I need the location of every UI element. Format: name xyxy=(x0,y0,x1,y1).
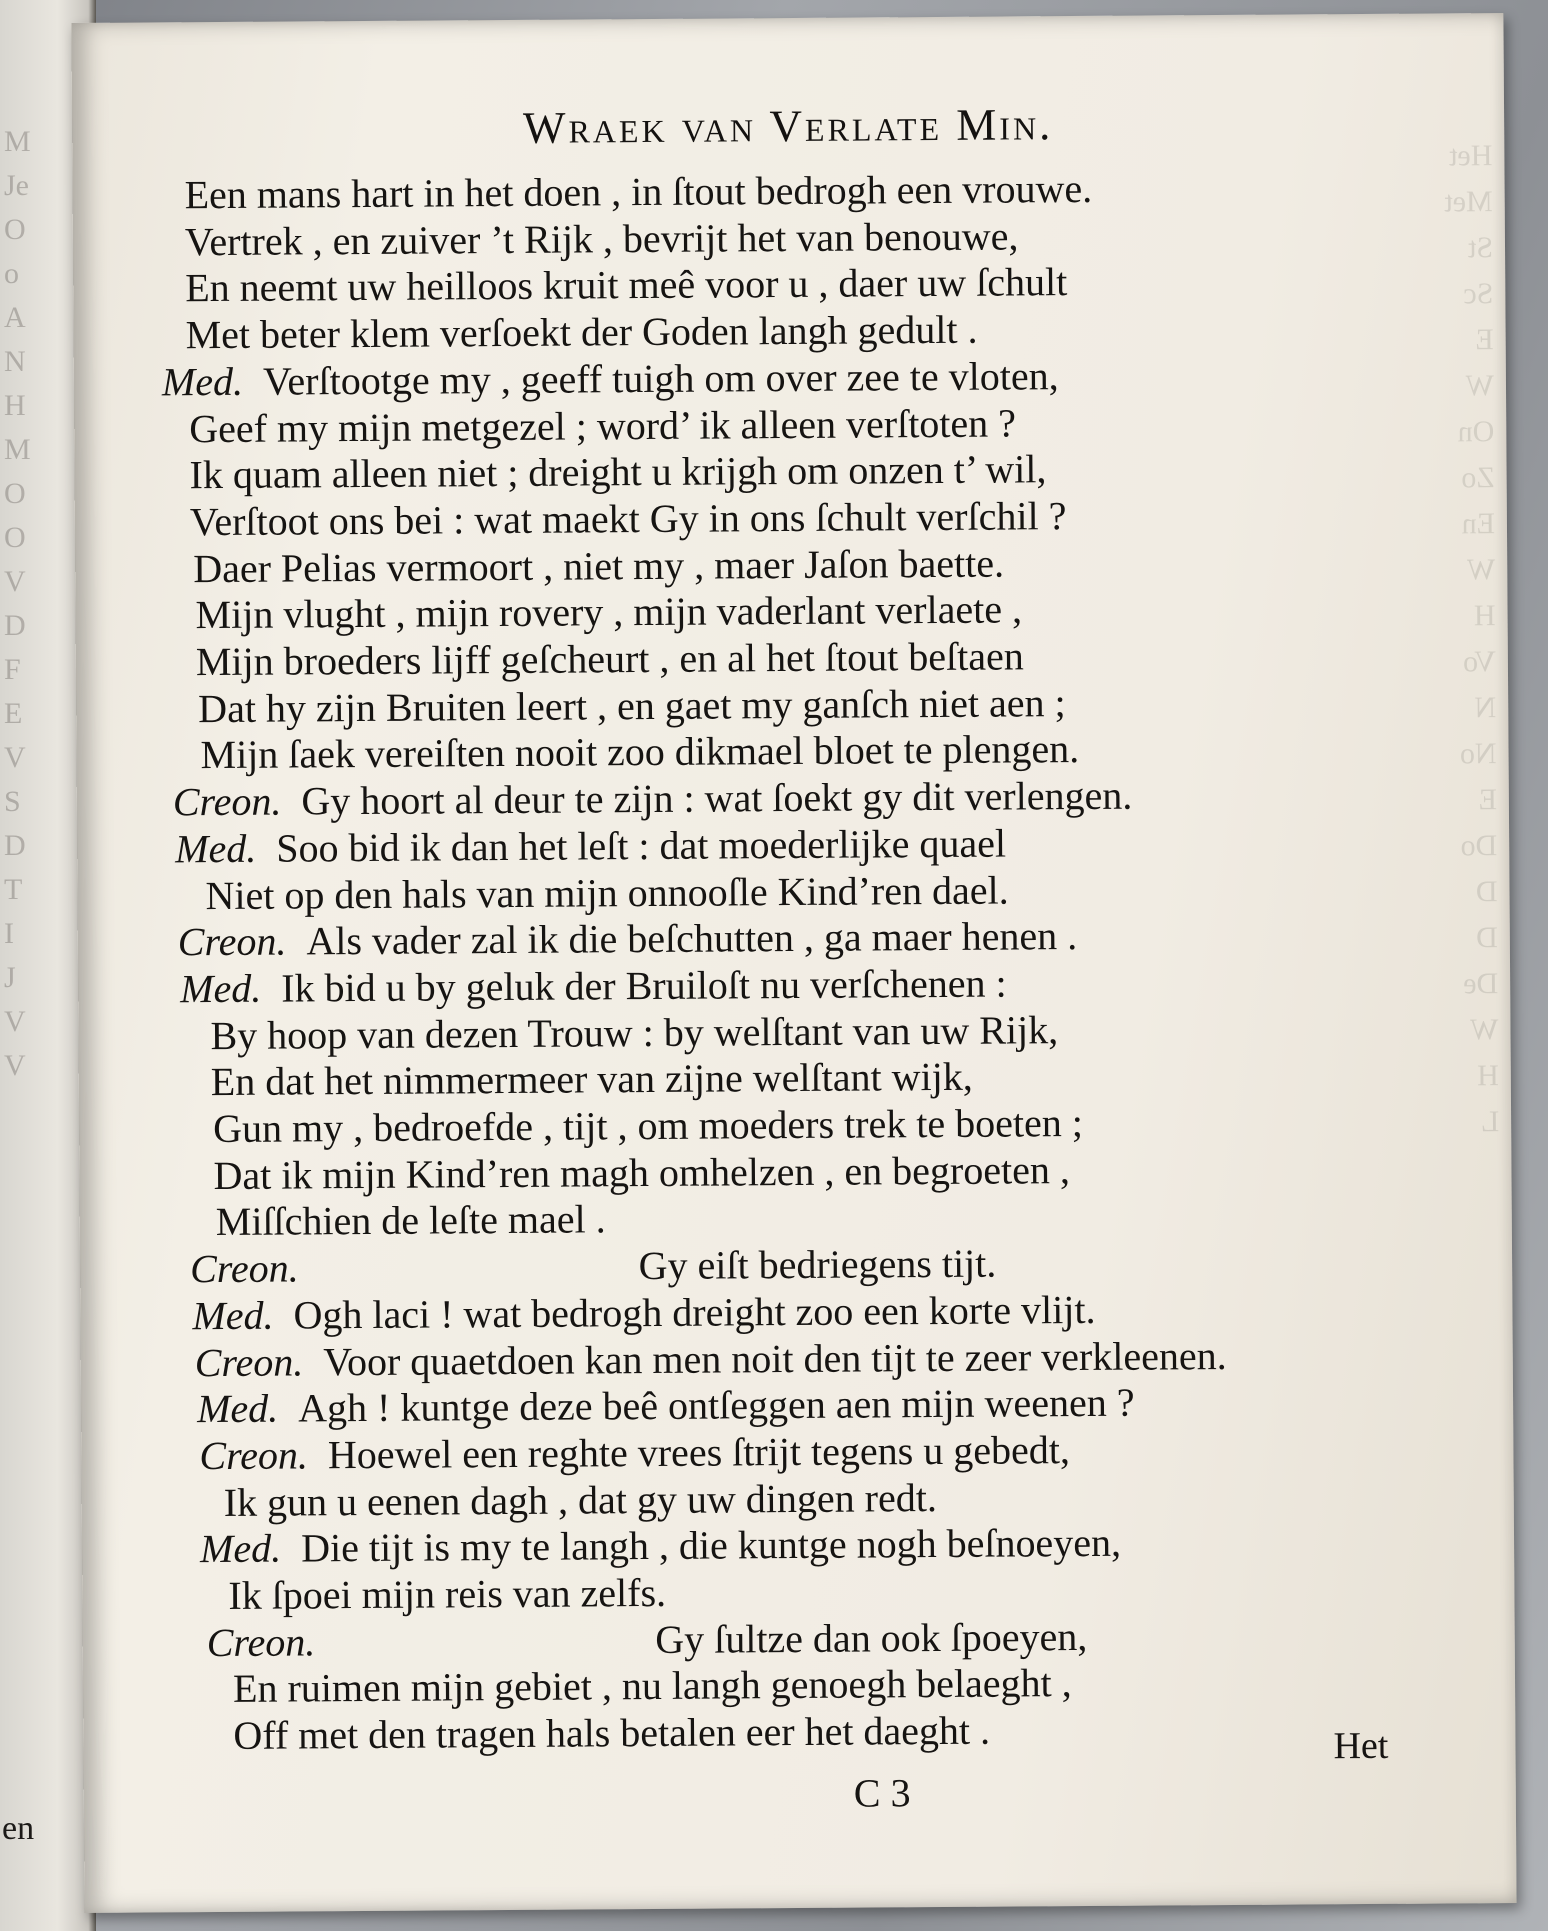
bleed-line: H xyxy=(1473,599,1496,633)
verse-line xyxy=(185,307,977,359)
left-bleed-line: V xyxy=(4,565,26,598)
bleed-line: D xyxy=(1475,875,1498,909)
verse-line xyxy=(189,400,1016,452)
verse-text: Mijn broeders lijff geſcheurt , en al het ſtout beſtaen xyxy=(195,633,1024,685)
speaker-label: Creon. xyxy=(194,1338,304,1385)
verse-line-with-speaker xyxy=(175,820,1006,872)
left-bleed-line: O xyxy=(4,213,26,246)
verse-line xyxy=(216,1197,606,1246)
verse-text: En ruimen mijn gebiet , nu langh genoegh belaeght , xyxy=(232,1660,1072,1712)
left-bleed-line: Je xyxy=(4,169,29,202)
left-bleed-line: D xyxy=(4,829,26,862)
bleed-line: E xyxy=(1478,783,1497,817)
verse-line xyxy=(224,1475,937,1526)
verse-text: Ik bid u by geluk der Bruiloſt nu verſchenen : xyxy=(281,960,1007,1011)
verse-text: Dat hy zijn Bruiten leert , en gaet my ganſch niet aen ; xyxy=(198,679,1066,731)
verse-line xyxy=(211,1054,973,1105)
left-bleed-line: T xyxy=(4,873,23,906)
verse-text: Agh ! kuntge deze beê ontſeggen aen mijn weenen ? xyxy=(298,1379,1135,1431)
verse-line-with-speaker xyxy=(180,960,1007,1012)
verse-text: En dat het nimmermeer van zijne welſtant wijk, xyxy=(210,1054,973,1105)
verse-line xyxy=(185,259,1067,311)
bleed-line: Vo xyxy=(1462,645,1497,679)
verse-text: Met beter klem verſoekt der Goden langh gedult . xyxy=(185,306,978,358)
left-page-bleed xyxy=(4,120,64,1088)
verse-text: Hoewel een reghte vrees ſtrijt tegens u gebedt, xyxy=(327,1426,1071,1478)
bleed-line: W xyxy=(1470,1013,1499,1047)
speaker-label: Med. xyxy=(161,358,244,405)
verse-line xyxy=(205,867,1008,919)
bleed-line: D xyxy=(1476,921,1498,955)
speaker-label: Med. xyxy=(199,1525,282,1572)
verse-line-with-speaker xyxy=(173,773,1133,826)
verse-text: Een mans hart in het doen , in ſtout bedrogh een vrouwe. xyxy=(184,165,1093,218)
verse-text: Voor quaetdoen kan men noit den tijt te zeer verkleenen. xyxy=(323,1332,1227,1384)
bleed-line: No xyxy=(1459,737,1497,771)
speaker-label: Creon. xyxy=(199,1432,309,1479)
bleed-line: En xyxy=(1461,507,1496,541)
left-bleed-line: V xyxy=(4,1005,26,1038)
verse-line xyxy=(233,1660,1072,1712)
verse-text: Gun my , bedroefde , tijt , om moeders trek te boeten ; xyxy=(212,1099,1084,1152)
bleed-line: H xyxy=(1477,1059,1499,1093)
verse-line xyxy=(190,493,1067,545)
signature-mark: C 3 xyxy=(853,1770,911,1816)
bleed-line: Het xyxy=(1448,139,1493,173)
verse-text: Ik quam alleen niet ; dreight u krijgh om onzen t’ wil, xyxy=(189,446,1047,498)
left-bleed-line: M xyxy=(4,125,31,158)
verse-text: Gy eiſt bedriegens tijt. xyxy=(638,1240,997,1289)
left-bleed-line: O xyxy=(4,521,26,554)
verse-text: Niet op den hals van mijn onnooſle Kind’ren dael. xyxy=(205,867,1009,918)
verse-text: Gy ſultze dan ook ſpoeyen, xyxy=(655,1613,1088,1662)
verse-line xyxy=(198,680,1066,732)
verse-line-with-speaker xyxy=(195,1332,1227,1385)
verse-line xyxy=(189,446,1046,498)
verse-line-with-speaker xyxy=(207,1614,1088,1666)
left-bleed-line: F xyxy=(4,653,21,686)
left-bleed-line: N xyxy=(4,345,26,378)
verse-text: Dat ik mijn Kind’ren magh omhelzen , en begroeten , xyxy=(213,1146,1071,1198)
verse-line-with-speaker xyxy=(178,913,1078,965)
verse-text: Daer Pelias vermoort , niet my , maer Jaſon baette. xyxy=(193,540,1005,591)
speaker-label: Med. xyxy=(192,1292,274,1339)
bleed-line: De xyxy=(1463,967,1499,1001)
bleed-line: Sc xyxy=(1463,277,1494,311)
verse-text: Vertrek , en zuiver ’t Rijk , bevrijt het van benouwe, xyxy=(184,213,1019,264)
left-bleed-line: O xyxy=(4,477,26,510)
bleed-line: St xyxy=(1467,231,1494,265)
verse-text: Ik ſpoei mijn reis van zelfs. xyxy=(228,1569,667,1618)
verse-line-with-speaker xyxy=(190,1241,997,1293)
left-bleed-line: D xyxy=(4,609,26,642)
bleed-line: Met xyxy=(1444,185,1493,219)
bleed-line: Zo xyxy=(1461,461,1495,495)
left-bleed-line: H xyxy=(4,389,26,422)
bleed-line: Do xyxy=(1460,829,1498,863)
bleed-line: N xyxy=(1474,691,1497,725)
bleed-line: W xyxy=(1465,369,1495,403)
bleed-line: W xyxy=(1466,553,1496,587)
verse-text: Ik gun u eenen dagh , dat gy uw dingen redt. xyxy=(223,1474,938,1525)
verse-text: Miſſchien de leſte mael . xyxy=(215,1196,606,1245)
verse-line xyxy=(196,633,1024,685)
verse-line xyxy=(213,1100,1083,1152)
speaker-label: Creon. xyxy=(189,1245,299,1292)
speaker-label: Med. xyxy=(180,965,262,1012)
verse-line-with-speaker xyxy=(199,1427,1070,1479)
left-bleed-line: o xyxy=(4,257,19,290)
speaker-label: Creon. xyxy=(172,778,282,825)
bleed-line: E xyxy=(1475,323,1494,357)
verse-text: Verſtootge my , geeff tuigh om over zee te vloten, xyxy=(262,352,1059,404)
verse-text: Gy hoort al deur te zijn : wat ſoekt gy dit verlengen. xyxy=(301,772,1133,824)
verse-line xyxy=(213,1147,1070,1199)
verse-text: En neemt uw heilloos kruit meê voor u , daer uw ſchult xyxy=(185,259,1068,311)
verse-text: Off met den tragen hals betalen eer het daeght . xyxy=(233,1707,991,1759)
bleed-line: On xyxy=(1457,415,1495,449)
left-page-edge-word: en xyxy=(2,1810,35,1847)
verse-line xyxy=(184,166,1092,218)
verse-text: Als vader zal ik die beſchutten , ga maer henen . xyxy=(306,913,1078,964)
verse-line-with-speaker xyxy=(192,1287,1095,1339)
left-bleed-line: V xyxy=(4,1049,26,1082)
speaker-label: Creon. xyxy=(206,1619,316,1665)
verse-line xyxy=(200,726,1079,778)
verse-text: By hoop van dezen Trouw : by welſtant van uw Rijk, xyxy=(210,1006,1059,1058)
left-bleed-line: M xyxy=(4,433,31,466)
left-bleed-line: A xyxy=(4,301,26,334)
verse-line xyxy=(210,1007,1058,1059)
left-bleed-line: E xyxy=(4,697,23,730)
verse-line-with-speaker xyxy=(197,1380,1135,1433)
verse-line xyxy=(233,1708,990,1759)
verse-text: Mijn ſaek vereiſten nooit zoo dikmael bloet te plengen. xyxy=(200,726,1080,778)
verse-text: Verſtoot ons bei : wat maekt Gy in ons ſchult verſchil ? xyxy=(189,492,1067,545)
verse-line-with-speaker xyxy=(200,1520,1121,1572)
verse-line xyxy=(185,213,1019,265)
verse-text: Soo bid ik dan het leſt : dat moederlijke quael xyxy=(276,820,1007,871)
left-bleed-line: V xyxy=(4,741,26,774)
verse-text: Geef my mijn metgezel ; word’ ik alleen verſtoten ? xyxy=(189,399,1017,451)
catchword: Het xyxy=(1333,1724,1389,1768)
speaker-label: Creon. xyxy=(177,918,287,965)
bleed-line: L xyxy=(1480,1105,1500,1139)
book-page xyxy=(71,13,1516,1913)
speaker-label: Med. xyxy=(196,1385,279,1432)
verse-line xyxy=(195,587,1022,639)
verse-line xyxy=(228,1570,666,1619)
speaker-label: Med. xyxy=(175,825,257,872)
verse-line-with-speaker xyxy=(162,353,1059,405)
running-header: Wraek van Verlate Min. xyxy=(522,99,1054,153)
left-bleed-line: S xyxy=(4,785,21,818)
verse-text: Mijn vlught , mijn rovery , mijn vaderlant verlaete , xyxy=(195,586,1023,638)
left-bleed-line: J xyxy=(4,961,16,994)
verse-text: Ogh laci ! wat bedrogh dreight zoo een korte vlijt. xyxy=(293,1286,1096,1338)
verse-line xyxy=(193,540,1004,592)
verse-block xyxy=(71,13,1516,1913)
left-bleed-line: I xyxy=(4,917,14,950)
verse-text: Die tijt is my te langh , die kuntge nogh beſnoeyen, xyxy=(300,1520,1122,1571)
